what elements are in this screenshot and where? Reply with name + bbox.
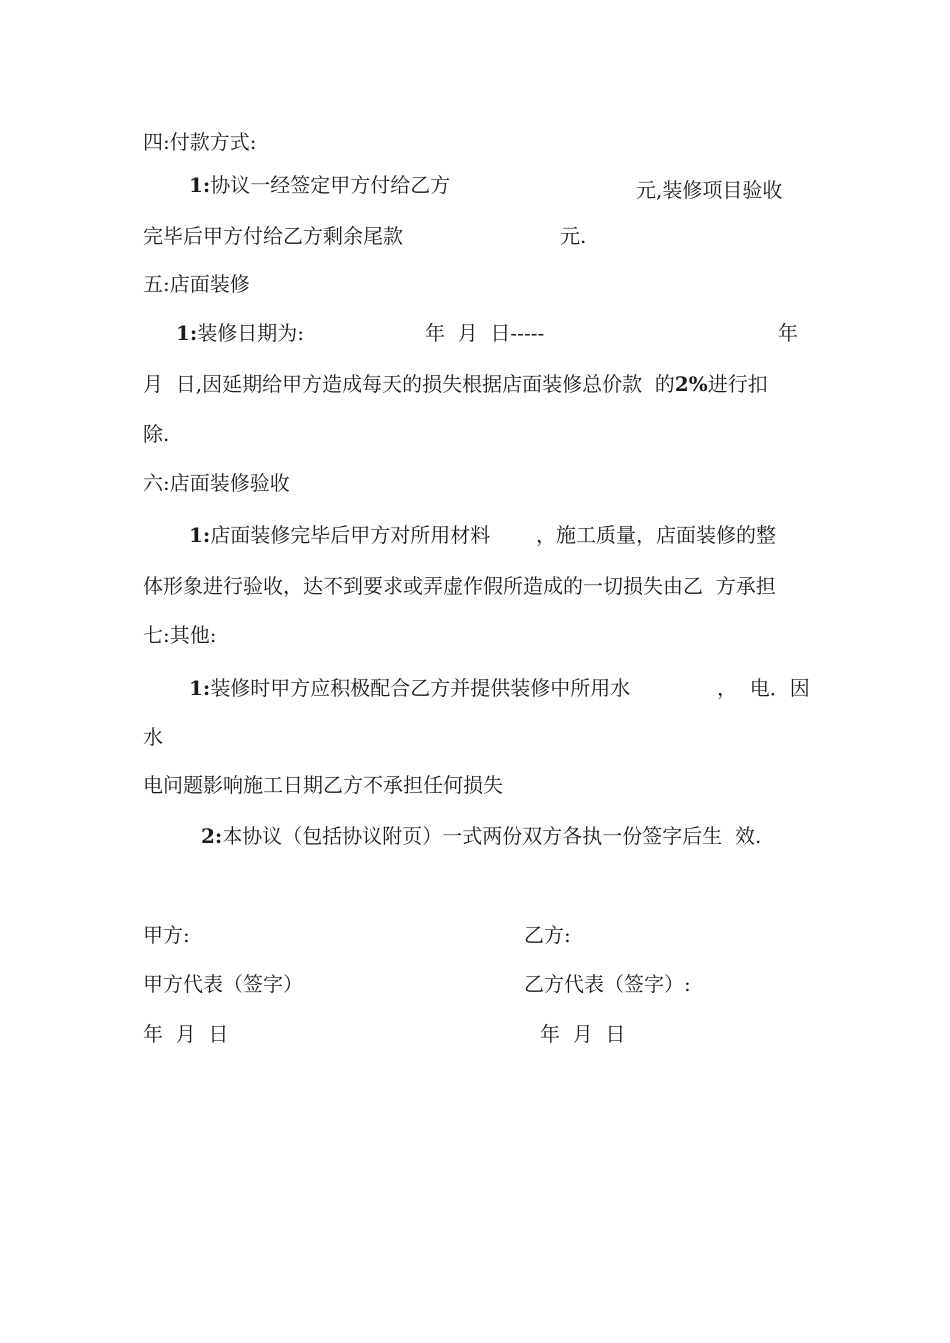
party-b-representative: 乙方代表（签字）: xyxy=(524,972,691,996)
party-a-representative: 甲方代表（签字） xyxy=(143,972,303,996)
section7-item1-text-a: 装修时甲方应积极配合乙方并提供装修中所用水 xyxy=(210,676,631,700)
section5-item1-text-e: 进行扣 xyxy=(707,372,768,396)
section5-heading: 五:店面装修 xyxy=(143,272,250,296)
section4-item1-number: 1: xyxy=(189,173,211,197)
party-a-date: 年 月 日 xyxy=(143,1022,229,1046)
section6-item1-line1 xyxy=(189,522,490,548)
section7-item2-text: 本协议（包括协议附页）一式两份双方各执一份签字后生 效. xyxy=(222,824,762,848)
section5-item1-date-start: 年 月 日----- xyxy=(425,321,545,345)
party-a-label: 甲方: xyxy=(143,923,190,947)
section6-item1-text-a: 店面装修完毕后甲方对所用材料 xyxy=(210,523,491,547)
section6-heading: 六:店面装修验收 xyxy=(143,471,290,495)
section4-heading: 四:付款方式: xyxy=(143,130,257,154)
section7-item2-line xyxy=(201,823,761,849)
party-b-date: 年 月 日 xyxy=(540,1022,626,1046)
section6-item1-text-b: ，施工质量，店面装修的整 xyxy=(536,523,776,547)
section5-item1-text-d: 月 日,因延期给甲方造成每天的损失根据店面装修总价款 的 xyxy=(143,372,675,396)
party-b-label: 乙方: xyxy=(524,923,571,947)
section6-item1-number: 1: xyxy=(189,523,211,547)
section5-item1-text-a: 装修日期为: xyxy=(197,321,305,345)
section7-item1-text-d: 电问题影响施工日期乙方不承担任何损失 xyxy=(143,773,503,797)
section7-item1-line1 xyxy=(189,675,630,701)
section6-item1-text-c: 体形象进行验收，达不到要求或弄虚作假所造成的一切损失由乙 方承担 xyxy=(143,574,776,598)
section7-heading: 七:其他: xyxy=(143,623,217,647)
section7-item1-text-c: 水 xyxy=(143,725,163,749)
section4-item1-text-c: 完毕后甲方付给乙方剩余尾款 xyxy=(143,224,403,248)
section5-item1-percent: 2% xyxy=(674,372,708,396)
section4-item1-text-a: 协议一经签定甲方付给乙方 xyxy=(210,173,451,197)
section5-item1-text-f: 除. xyxy=(143,422,170,446)
section5-item1-line1 xyxy=(176,320,304,346)
section5-item1-line2 xyxy=(143,371,768,397)
section4-item1-text-d: 元. xyxy=(560,224,587,248)
section4-item1-line1 xyxy=(189,172,450,198)
section5-item1-year-end: 年 xyxy=(778,321,798,345)
section7-item1-text-b: ， 电．因 xyxy=(717,676,810,700)
section7-item2-number: 2: xyxy=(201,824,223,848)
section4-item1-text-b: 元,装修项目验收 xyxy=(636,178,783,202)
section7-item1-number: 1: xyxy=(189,676,211,700)
section5-item1-number: 1: xyxy=(176,321,198,345)
